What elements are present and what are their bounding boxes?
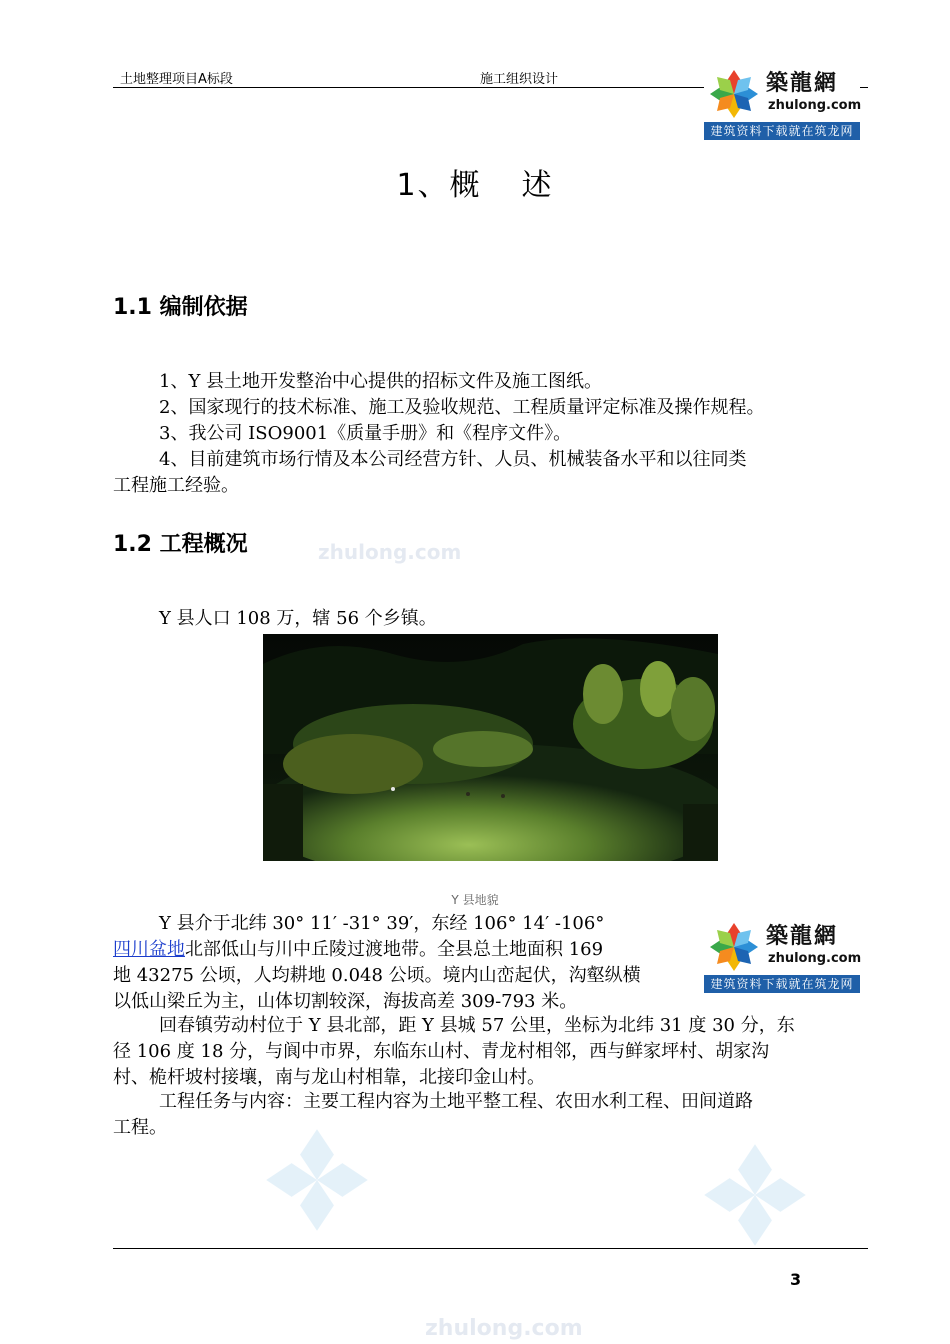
overview-intro: Y 县人口 108 万，辖 56 个乡镇。 (159, 608, 437, 629)
zhulong-flower-icon (708, 68, 760, 120)
header-doc-type: 施工组织设计 (480, 72, 559, 87)
zhulong-logo (704, 64, 860, 142)
zhulong-flower-icon (708, 921, 760, 973)
header-project-title: 土地整理项目A标段 (120, 72, 233, 87)
village-line-3: 村、桅杆坡村接壤，南与龙山村相靠，北接印金山村。 (113, 1067, 545, 1088)
footer-rule (113, 1248, 868, 1249)
village-line-2: 径 106 度 18 分，与阆中市界，东临东山村、青龙村相邻，西与鲜家坪村、胡家沟 (113, 1041, 770, 1062)
basis-item-2: 2、国家现行的技术标准、施工及验收规范、工程质量评定标准及操作规程。 (159, 397, 765, 418)
chapter-title (0, 160, 950, 204)
section-heading-basis: 1.1 编制依据 (113, 295, 248, 320)
task-line-1: 工程任务与内容：主要工程内容为土地平整工程、农田水利工程、田间道路 (159, 1091, 753, 1112)
logo-chinese-name: 築龍網 (766, 924, 839, 949)
chapter-title-number: 1、概 (396, 168, 482, 203)
zhulong-logo-overlay (704, 917, 860, 995)
watermark-text-bottom: zhulong.com (425, 1316, 583, 1341)
section-heading-overview: 1.2 工程概况 (113, 532, 248, 557)
county-location-line-1: Y 县介于北纬 30° 11′ -31° 39′，东经 106° 14′ -106° (159, 913, 605, 934)
logo-slogan: 建筑资料下载就在筑龙网 (704, 122, 860, 140)
landscape-photo (263, 634, 718, 861)
basis-item-1: 1、Y 县土地开发整治中心提供的招标文件及施工图纸。 (159, 371, 603, 392)
county-location-line-2 (113, 937, 713, 963)
photo-caption: Y 县地貌 (451, 893, 499, 907)
county-location-line-2-text: 北部低山与川中丘陵过渡地带。全县总土地面积 169 (185, 939, 604, 960)
chapter-title-rest: 述 (521, 168, 554, 203)
task-line-2: 工程。 (113, 1117, 167, 1138)
logo-domain: zhulong.com (768, 98, 862, 113)
watermark-flower-icon (700, 1140, 810, 1250)
logo-domain: zhulong.com (768, 951, 862, 966)
basis-item-4: 4、目前建筑市场行情及本公司经营方针、人员、机械装备水平和以往同类 (159, 449, 747, 470)
watermark-flower-icon (262, 1125, 372, 1235)
village-line-1: 回春镇劳动村位于 Y 县北部，距 Y 县城 57 公里，坐标为北纬 31 度 30 分，东 (159, 1015, 795, 1036)
basis-item-3: 3、我公司 ISO9001《质量手册》和《程序文件》。 (159, 423, 572, 444)
watermark-text: zhulong.com (318, 540, 462, 564)
page-number: 3 (790, 1270, 802, 1289)
sichuan-basin-link[interactable]: 四川盆地 (113, 939, 185, 960)
county-location-line-3: 地 43275 公顷，人均耕地 0.048 公顷。境内山峦起伏，沟壑纵横 (113, 965, 641, 986)
logo-slogan: 建筑资料下载就在筑龙网 (704, 975, 860, 993)
county-location-line-4: 以低山梁丘为主，山体切割较深，海拔高差 309-793 米。 (113, 991, 578, 1012)
basis-item-4-cont: 工程施工经验。 (113, 475, 239, 496)
logo-chinese-name: 築龍網 (766, 71, 839, 96)
